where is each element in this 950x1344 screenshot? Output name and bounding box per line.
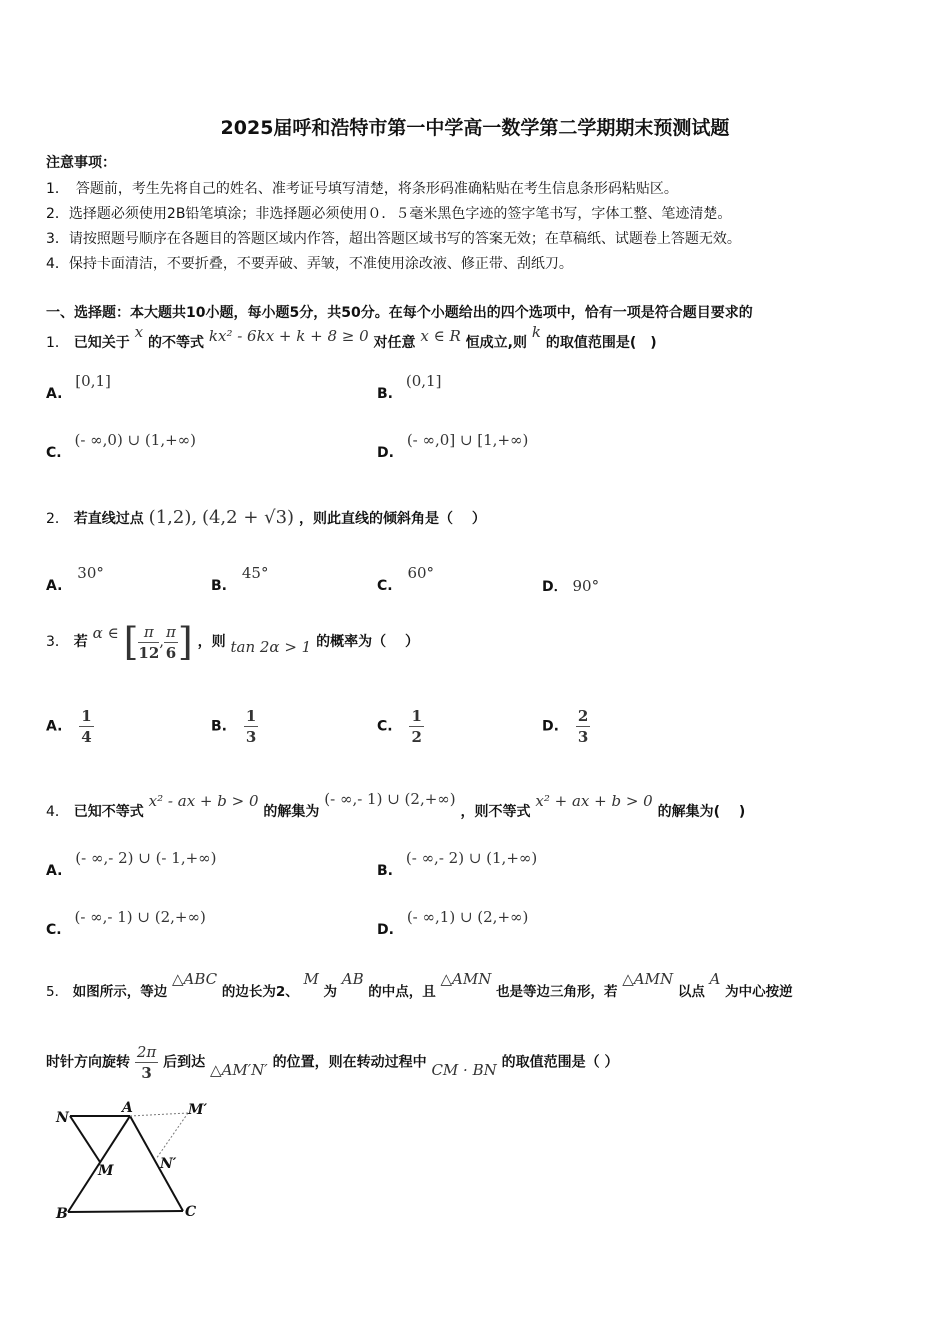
notice-item: 2．选择题必须使用2B铅笔填涂；非选择题必须使用０．５毫米黑色字迹的签字笔书写，字体工整、笔迹清楚。 [46,206,732,222]
option-label: B. [377,863,393,879]
option-a[interactable] [46,564,104,594]
option-b[interactable] [211,564,269,594]
option-d[interactable] [542,706,590,747]
math-condition: tan 2α > 1 [230,638,312,656]
notice-item: 1． 答题前，考生先将自己的姓名、准考证号填写清楚，将条形码准确粘贴在考生信息条形码粘贴区。 [46,181,678,197]
geometry-figure [40,1092,230,1227]
fraction [409,706,423,747]
option-value: 30° [77,564,104,582]
math-triangle: △AMN [440,970,492,988]
numerator: 2π [136,1043,157,1061]
bracket-left-icon: [ [123,620,139,664]
question-text: 的取值范围是（ ） [501,1054,619,1071]
denominator: 12 [138,643,160,662]
option-value: 90° [572,577,600,595]
math-inequality: x² - ax + b > 0 [148,792,259,810]
question-text: 的解集为 [263,804,320,820]
question-text: 已知关于 [73,335,130,351]
denominator: 3 [141,1064,152,1082]
option-value: (- ∞,- 1) ∪ (2,+∞) [74,908,206,926]
question-text: 的位置，则在转动过程中 [272,1054,427,1071]
numerator: π [166,622,176,641]
option-value: (- ∞,- 2) ∪ (1,+∞) [405,849,538,867]
question-text: 为 [323,984,338,1000]
question-text: 后到达 [163,1054,206,1071]
denominator: 6 [165,643,177,662]
numerator: 1 [411,707,422,725]
notice-item: 4．保持卡面清洁，不要折叠，不要弄破、弄皱，不准使用涂改液、修正带、刮纸刀。 [46,256,573,272]
math-alpha: α ∈ [92,624,119,642]
option-label: D. [377,445,394,461]
numerator: 1 [245,707,257,725]
math-domain: x ∈ R [420,327,461,345]
option-label: B. [211,718,227,735]
question-text: 时针方向旋转 [46,1054,130,1071]
question-text: ，则不等式 [460,804,531,820]
math-inequality: kx² - 6kx + k + 8 ≥ 0 [208,327,369,345]
question-number: 1． [46,335,69,351]
math-inequality: x² + ax + b > 0 [535,792,653,810]
question-text: 的解集为( ) [657,804,746,820]
option-value: (0,1] [405,372,442,390]
option-value: (- ∞,- 2) ∪ (- 1,+∞) [75,849,217,867]
numerator: π [138,622,159,643]
question-number: 2． [46,511,69,527]
notice-item: 3．请按照题号顺序在各题目的答题区域内作答，超出答题区域书写的答案无效；在草稿纸、试题卷上答题无效。 [46,231,741,247]
option-value: [0,1] [75,372,111,390]
option-c[interactable] [46,431,196,461]
question-5-cont [46,1042,619,1083]
denominator: 3 [245,728,257,746]
section-heading: 一、选择题：本大题共10小题，每小题5分，共50分。在每个小题给出的四个选项中，恰有一项是符合题目要求的 [46,305,753,321]
numerator: 2 [577,707,589,725]
option-d[interactable] [542,576,599,596]
comma: , [159,632,165,650]
denominator: 3 [577,728,589,746]
question-5 [46,970,793,1000]
question-text: 的不等式 [148,335,205,351]
label-A: A [122,1100,133,1116]
fraction [164,622,178,663]
question-text: 对任意 [373,335,416,351]
segment-AM-prime [130,1113,188,1116]
option-label: A. [46,863,63,879]
question-text: 的中点，且 [368,984,436,1000]
question-text: 如图所示，等边 [72,984,168,1000]
question-3 [46,620,419,664]
question-2 [46,507,486,528]
question-text: ，则此直线的倾斜角是（ ） [298,511,486,527]
option-label: D. [377,922,394,938]
fraction [244,706,258,747]
question-text: ，则 [197,634,226,650]
option-c[interactable] [46,908,206,938]
label-N: N [56,1110,69,1126]
segment-NM [70,1116,100,1162]
label-B: B [56,1206,68,1222]
option-label: B. [211,578,227,594]
question-text: 以点 [677,984,705,1000]
option-value: (- ∞,1) ∪ (2,+∞) [406,908,529,926]
fraction [135,1042,158,1083]
math-point: A [709,970,721,988]
option-label: A. [46,718,63,735]
question-4 [46,790,746,821]
option-a[interactable] [46,372,111,402]
math-segment: AB [341,970,364,988]
option-a[interactable] [46,849,217,879]
numerator: 1 [81,707,92,725]
question-text: 若直线过点 [73,511,144,527]
label-M: M [98,1163,114,1179]
question-text: 也是等边三角形，若 [496,984,618,1000]
math-triangle: △AMN [622,970,674,988]
math-point: (1,2), [148,507,198,528]
option-label: D． [542,579,568,595]
question-number: 3． [46,634,69,650]
option-label: D. [542,718,559,735]
option-b[interactable] [211,706,258,747]
option-value: 60° [407,564,435,582]
question-1 [46,323,657,352]
math-dot-product: CM · BN [431,1060,497,1079]
math-var: k [531,323,541,341]
math-triangle: △ABC [172,970,218,988]
option-label: B. [377,386,393,402]
notice-heading: 注意事项： [46,155,116,171]
option-b[interactable] [377,849,538,879]
option-value: (- ∞,0) ∪ (1,+∞) [74,431,196,449]
label-M-prime: M′ [188,1102,208,1118]
option-c[interactable] [377,706,424,747]
question-text: 已知不等式 [73,804,144,820]
math-var: x [134,323,144,341]
segment-M-prime-N-prime [156,1113,188,1159]
segment-BC [68,1211,183,1212]
fraction [576,706,590,747]
question-text: 恒成立,则 [465,335,527,351]
option-value: (- ∞,0] ∪ [1,+∞) [406,431,529,449]
option-a[interactable] [46,706,94,747]
option-label: C. [377,718,393,735]
option-b[interactable] [377,372,442,402]
math-point: (4,2 + √3) [201,507,295,528]
question-text: 的取值范围是( ) [545,335,657,351]
option-c[interactable] [377,564,435,594]
label-N-prime: N′ [160,1156,177,1172]
math-solution: (- ∞,- 1) ∪ (2,+∞) [324,790,456,808]
page-title: 2025届呼和浩特市第一中学高一数学第二学期期末预测试题 [220,117,730,139]
label-C: C [185,1204,197,1220]
option-d[interactable] [377,431,529,461]
option-label: A. [46,578,63,594]
option-label: A. [46,386,63,402]
question-text: 为中心按逆 [725,984,793,1000]
question-text: 的概率为（ ） [316,634,419,650]
denominator: 4 [81,728,92,746]
math-point: M [303,970,319,988]
fraction [79,706,93,747]
question-text: 若 [73,634,88,650]
option-label: C. [46,445,62,461]
denominator: 2 [411,728,422,746]
option-label: C. [46,922,62,938]
question-number: 4． [46,804,69,820]
question-text: 的边长为2、 [221,984,299,1000]
fraction [138,622,159,663]
option-label: C. [377,578,393,594]
option-d[interactable] [377,908,529,938]
bracket-right-icon: ] [177,620,193,664]
question-number: 5． [46,984,69,1000]
option-value: 45° [241,564,269,582]
math-triangle: △AM′N′ [210,1060,268,1079]
